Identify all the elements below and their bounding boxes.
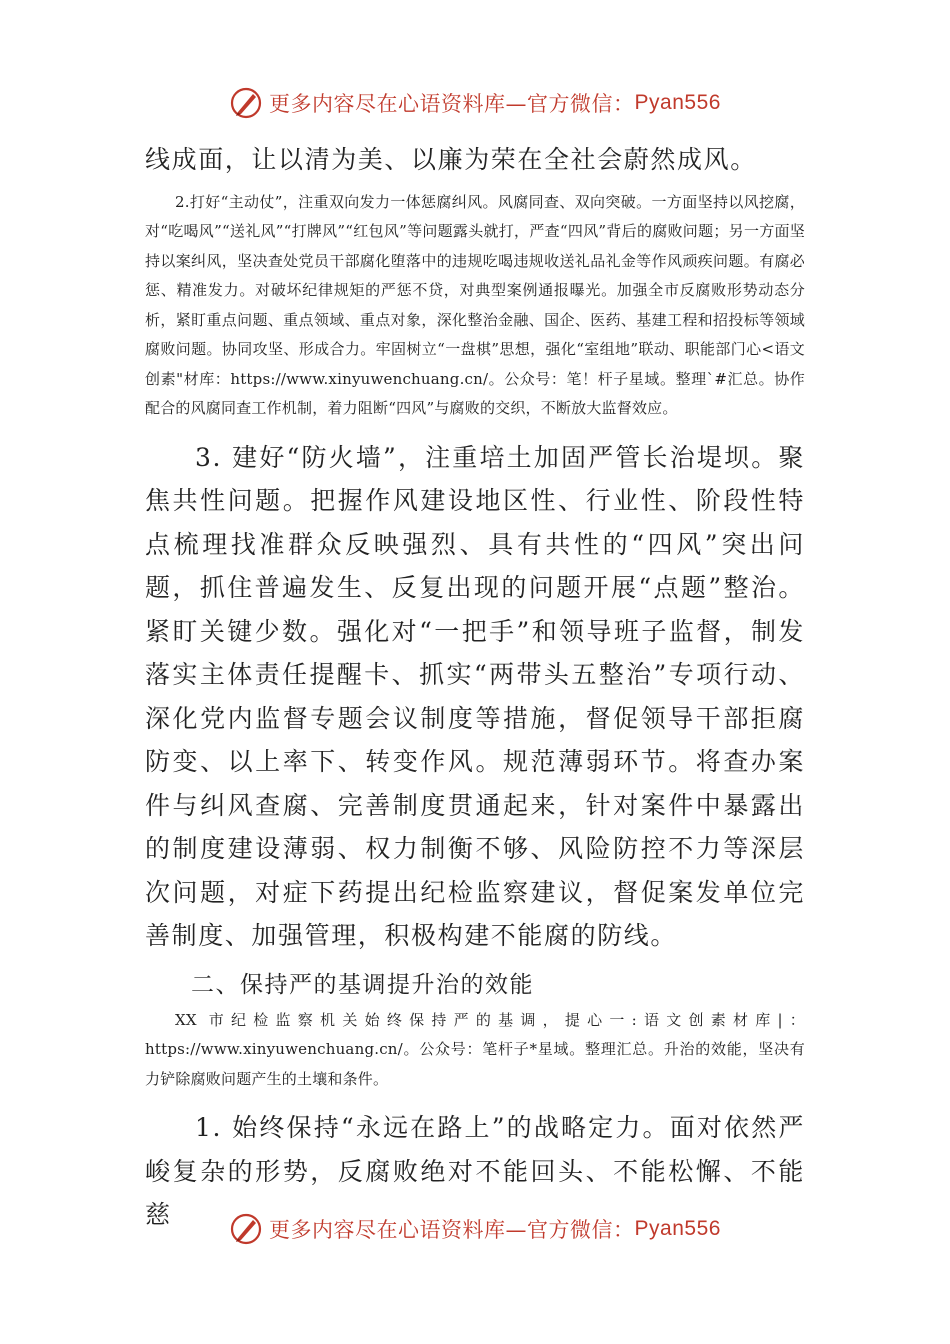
section-heading-2: 二、保持严的基调提升治的效能 — [191, 971, 534, 998]
pen-logo-icon — [229, 86, 263, 120]
banner-brand-text: 更多内容尽在心语资料库—官方微信： — [269, 92, 635, 116]
paragraph-5: 1. 始终保持“永远在路上”的战略定力。面对依然严峻复杂的形势，反腐败绝对不能回头、不能松懈、不能慈 — [145, 1113, 805, 1229]
header-banner — [0, 80, 950, 126]
banner-handle: Pyan556 — [634, 1217, 721, 1240]
document-body — [145, 138, 805, 1237]
footer-banner — [0, 1206, 950, 1252]
paragraph-3: 3. 建好“防火墙”，注重培土加固严管长治堤坝。聚焦共性问题。把握作风建设地区性、行业性、阶段性特点梳理找准群众反映强烈、具有共性的“四风”突出问题，抓住普遍发生、反复出现的问题开展“点题”整治。紧盯关键少数。强化对“一把手”和领导班子监督，制发落实主体责任提醒卡、抓实“两带头五整治”专项行动、深化党内监督专题会议制度等措施，督促领导干部拒腐防变、以上率下、转变作风。规范薄弱环节。将查办案件与纠风查腐、完善制度贯通起来，针对案件中暴露出的制度建设薄弱、权力制衡不够、风险防控不力等深层次问题，对症下药提出纪检监察建议，督促案发单位完善制度、加强管理，积极构建不能腐的防线。 — [145, 442, 805, 950]
banner-handle: Pyan556 — [634, 91, 721, 114]
pen-logo-icon — [229, 1212, 263, 1246]
paragraph-4: XX 市纪检监察机关始终保持严的基调，提心一:语文创素材库|：https://www.xinyuwenchuang.cn/。公众号：笔杆子*星域。整理汇总。升治的效能，坚决有力铲除腐败问题产生的土壤和条件。 — [145, 1010, 805, 1088]
banner-brand-text: 更多内容尽在心语资料库—官方微信： — [269, 1218, 635, 1242]
paragraph-2: 2.打好“主动仗”，注重双向发力一体惩腐纠风。风腐同查、双向突破。一方面坚持以风挖腐，对“吃喝风”“送礼风”“打牌风”“红包风”等问题露头就打，严查“四风”背后的腐败问题；另一方面坚持以案纠风，坚决查处党员干部腐化堕落中的违规吃喝违规收送礼品礼金等作风顽疾问题。有腐必惩、精准发力。对破坏纪律规矩的严惩不贷，对典型案例通报曝光。加强全市反腐败形势动态分析，紧盯重点问题、重点领域、重点对象，深化整治金融、国企、医药、基建工程和招投标等领域腐败问题。协同攻坚、形成合力。牢固树立“一盘棋”思想，强化“室组地”联动、职能部门心<语文创素"材库：https://www.xinyuwenchuang.cn/。公众号：笔！杆子星域。整理`#汇总。协作配合的风腐同查工作机制，着力阻断“四风”与腐败的交织，不断放大监督效应。 — [145, 192, 805, 417]
paragraph-continuation: 线成面，让以清为美、以廉为荣在全社会蔚然成风。 — [145, 145, 757, 174]
